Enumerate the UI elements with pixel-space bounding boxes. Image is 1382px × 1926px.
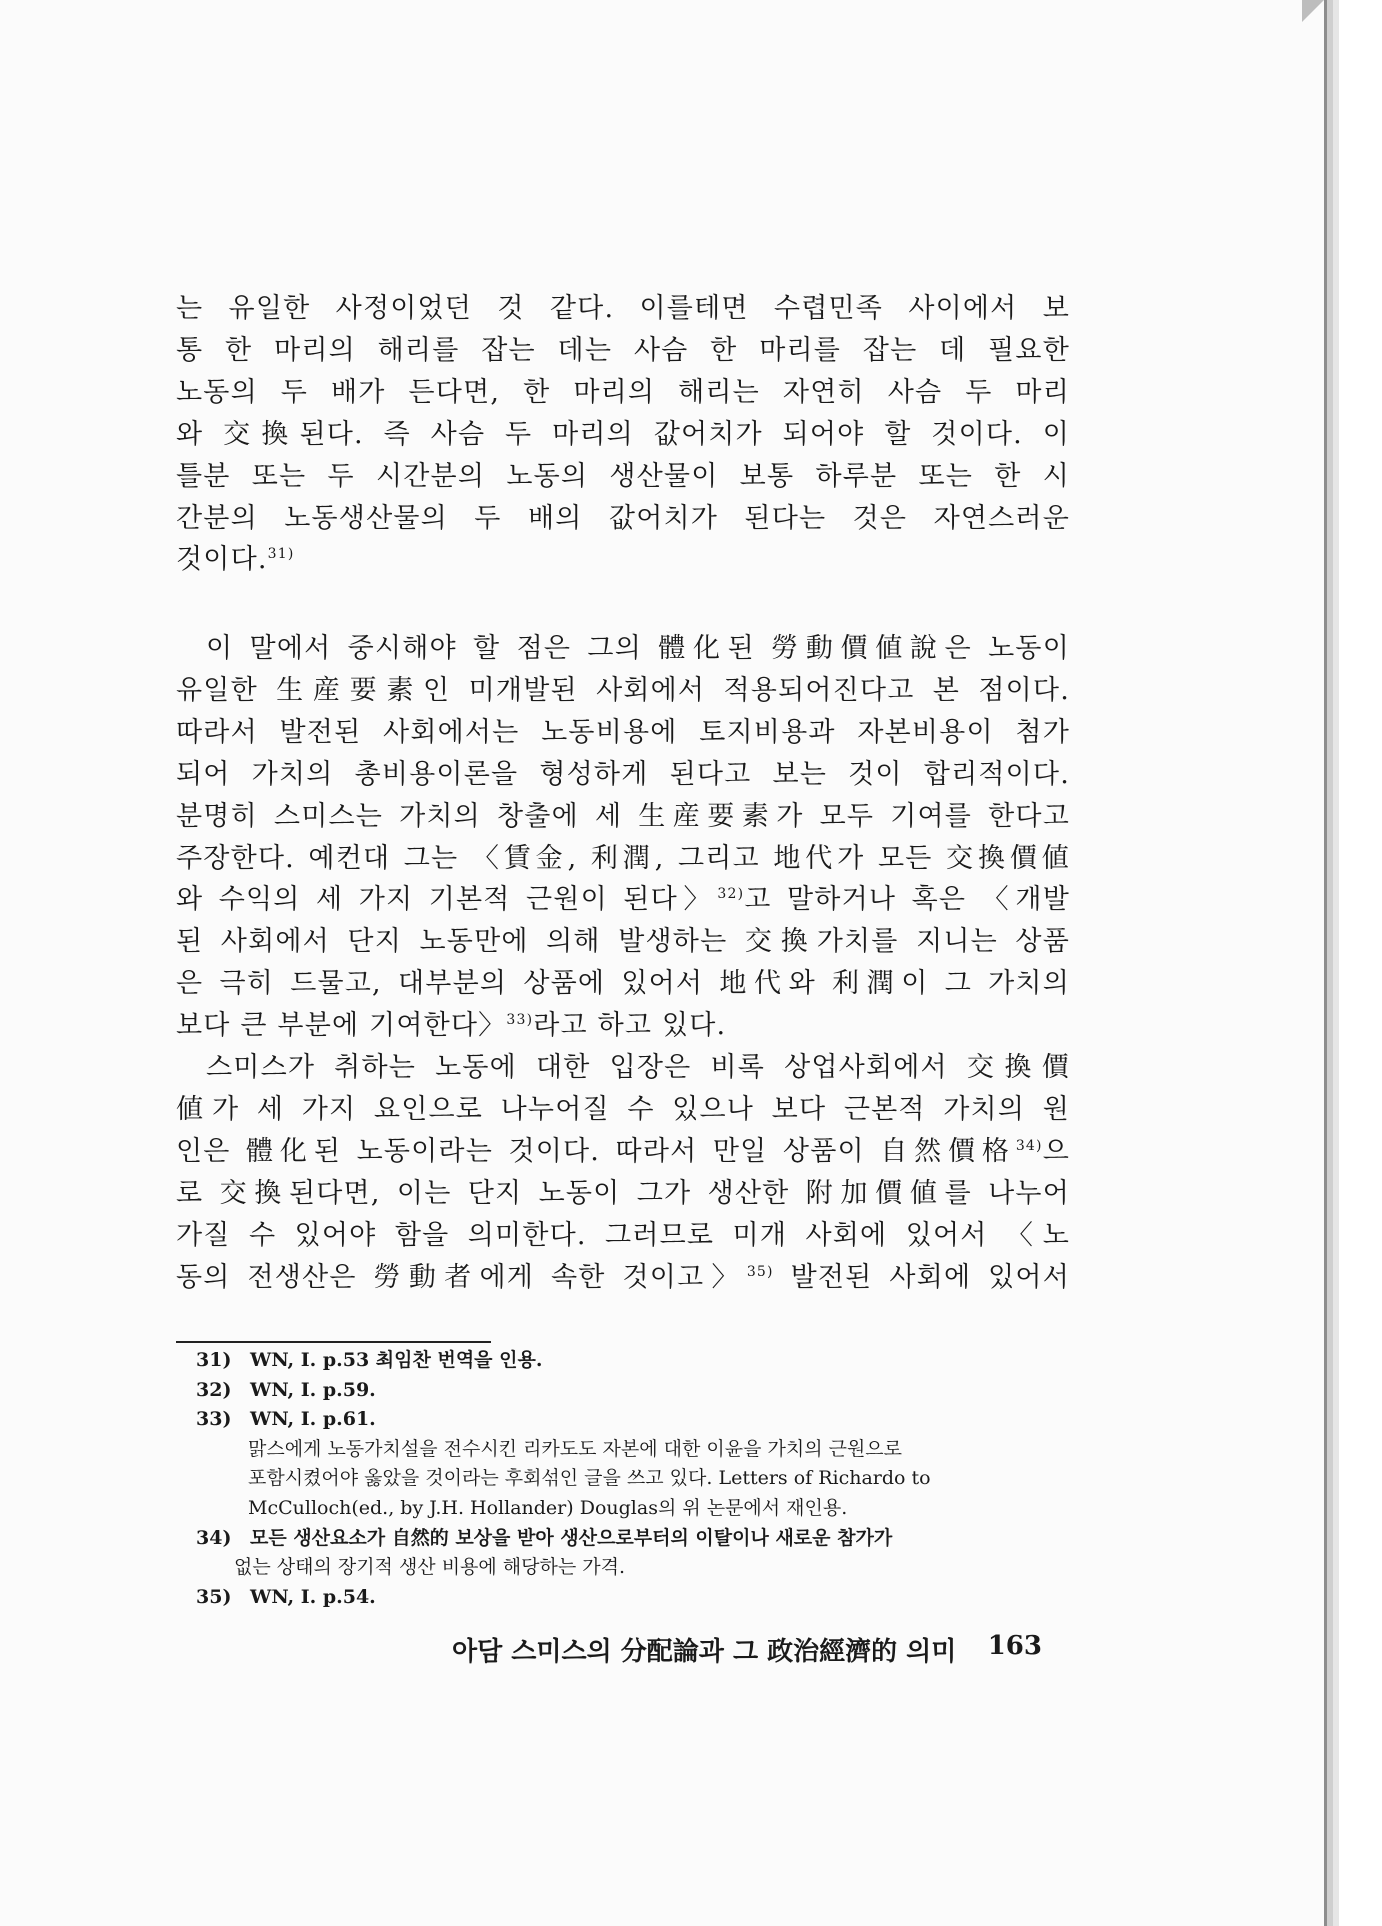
running-footer: [452, 1631, 1042, 1668]
footnote-number: 35): [196, 1585, 232, 1608]
paragraph-1-line: 주장한다. 예컨대 그는 〈賃金, 利潤, 그리고 地代가 모든 交換價値: [176, 842, 1070, 874]
quote-line: 와 交換된다. 즉 사슴 두 마리의 값어치가 되어야 할 것이다. 이: [176, 418, 1070, 450]
paragraph-1-line: [176, 1005, 1070, 1047]
paragraph-2-line: 스미스가 취하는 노동에 대한 입장은 비록 상업사회에서 交換價: [206, 1052, 1070, 1084]
footnote-33-continuation: 맑스에게 노동가치설을 전수시킨 리카도도 자본에 대한 이윤을 가치의 근원으로: [248, 1437, 903, 1460]
quote-line: 틀분 또는 두 시간분의 노동의 생산물이 보통 하루분 또는 한 시: [176, 460, 1070, 492]
line-text: 발전된 사회에 있어서: [773, 1261, 1070, 1293]
footnote-ref-33[interactable]: 33): [506, 1012, 534, 1029]
footnote-ref-34[interactable]: 34): [1015, 1137, 1043, 1154]
line-text: 동의 전생산은 勞動者에게 속한 것이고〉: [176, 1261, 747, 1293]
quote-line: 간분의 노동생산물의 두 배의 값어치가 된다는 것은 자연스러운: [176, 502, 1070, 534]
paragraph-1-line: 되어 가치의 총비용이론을 형성하게 된다고 보는 것이 합리적이다.: [176, 758, 1070, 790]
quote-last-text: 것이다.: [176, 544, 268, 576]
footnotes: [196, 1346, 1072, 1612]
quote-line: 는 유일한 사정이었던 것 같다. 이를테면 수렵민족 사이에서 보: [176, 293, 1070, 324]
paragraph-1-line: 은 극히 드물고, 대부분의 상품에 있어서 地代와 利潤이 그 가치의: [176, 968, 1070, 1000]
line-text: 고 말하거나 혹은 〈개발: [744, 884, 1070, 916]
footnote-34-continuation: 없는 상태의 장기적 생산 비용에 해당하는 가격.: [234, 1556, 626, 1579]
paragraph-2-line: [176, 1257, 1070, 1299]
footnote-number: 32): [196, 1378, 232, 1401]
footnote-text: 모든 생산요소가 自然的 보상을 받아 생산으로부터의 이탈이나 새로운 참가가: [250, 1526, 893, 1549]
footnote-divider: [176, 1341, 491, 1343]
footnote-number: 34): [196, 1526, 232, 1549]
block-quote: [176, 288, 1070, 581]
line-text: 와 수익의 세 가지 기본적 근원이 된다〉: [176, 884, 718, 916]
footnote-34: [196, 1524, 1072, 1554]
page-fold: [1302, 0, 1324, 22]
body-text: [176, 628, 1070, 1299]
footnote-33-continuation: McCulloch(ed., by J.H. Hollander) Douglas의 위 논문에서 재인용.: [248, 1496, 848, 1519]
footnote-text: WN, I. p.61.: [250, 1408, 376, 1431]
footnote-ref-32[interactable]: 32): [717, 886, 745, 903]
paragraph-1-line: 분명히 스미스는 가치의 창출에 세 生産要素가 모두 기여를 한다고: [176, 800, 1070, 832]
running-title: 아담 스미스의 分配論과 그 政治經濟的 의미: [452, 1637, 957, 1667]
footnote-33: [196, 1405, 1072, 1435]
paragraph-1-line: 유일한 生産要素인 미개발된 사회에서 적용되어진다고 본 점이다.: [176, 674, 1070, 706]
paragraph-1-line: 따라서 발전된 사회에서는 노동비용에 토지비용과 자본비용이 첨가: [176, 716, 1070, 748]
paragraph-1-line: [176, 879, 1070, 921]
page-number: 163: [987, 1631, 1042, 1661]
footnote-number: 31): [196, 1349, 232, 1371]
line-text: 인은 體化된 노동이라는 것이다. 따라서 만일 상품이 自然價格: [176, 1135, 1016, 1167]
footnote-text: WN, I. p.59.: [250, 1378, 376, 1401]
footnote-31: [196, 1346, 1072, 1376]
line-text: 라고 하고 있다.: [533, 1010, 727, 1042]
footnote-33-continuation: 포함시켰어야 옳았을 것이라는 후회섞인 글을 쓰고 있다. Letters of Richardo to: [248, 1467, 931, 1490]
paragraph-2-line: 値가 세 가지 요인으로 나누어질 수 있으나 보다 근본적 가치의 원: [176, 1093, 1070, 1125]
footnote-ref-35[interactable]: 35): [746, 1263, 774, 1280]
line-text: 보다 큰 부분에 기여한다〉: [176, 1010, 507, 1042]
footnote-number: 33): [196, 1408, 232, 1431]
paragraph-2-line: [176, 1131, 1070, 1173]
paragraph-1-line: 이 말에서 중시해야 할 점은 그의 體化된 勞動價値說은 노동이: [206, 633, 1070, 664]
footnote-text: WN, I. p.54.: [250, 1585, 376, 1608]
footnote-32: [196, 1376, 1072, 1406]
line-text: 으: [1042, 1135, 1070, 1167]
quote-last-line: [176, 539, 1070, 581]
quote-line: 통 한 마리의 해리를 잡는 데는 사슴 한 마리를 잡는 데 필요한: [176, 334, 1070, 366]
paragraph-2-line: 가질 수 있어야 함을 의미한다. 그러므로 미개 사회에 있어서 〈노: [176, 1219, 1070, 1251]
footnote-text: WN, I. p.53 최임찬 번역을 인용.: [250, 1349, 543, 1371]
paragraph-2-line: 로 交換된다면, 이는 단지 노동이 그가 생산한 附加價値를 나누어: [176, 1177, 1070, 1209]
footnote-ref-31[interactable]: 31): [267, 546, 295, 563]
footnote-35: [196, 1583, 1072, 1613]
paragraph-1-line: 된 사회에서 단지 노동만에 의해 발생하는 交換가치를 지니는 상품: [176, 926, 1070, 958]
quote-line: 노동의 두 배가 든다면, 한 마리의 해리는 자연히 사슴 두 마리: [176, 376, 1070, 408]
